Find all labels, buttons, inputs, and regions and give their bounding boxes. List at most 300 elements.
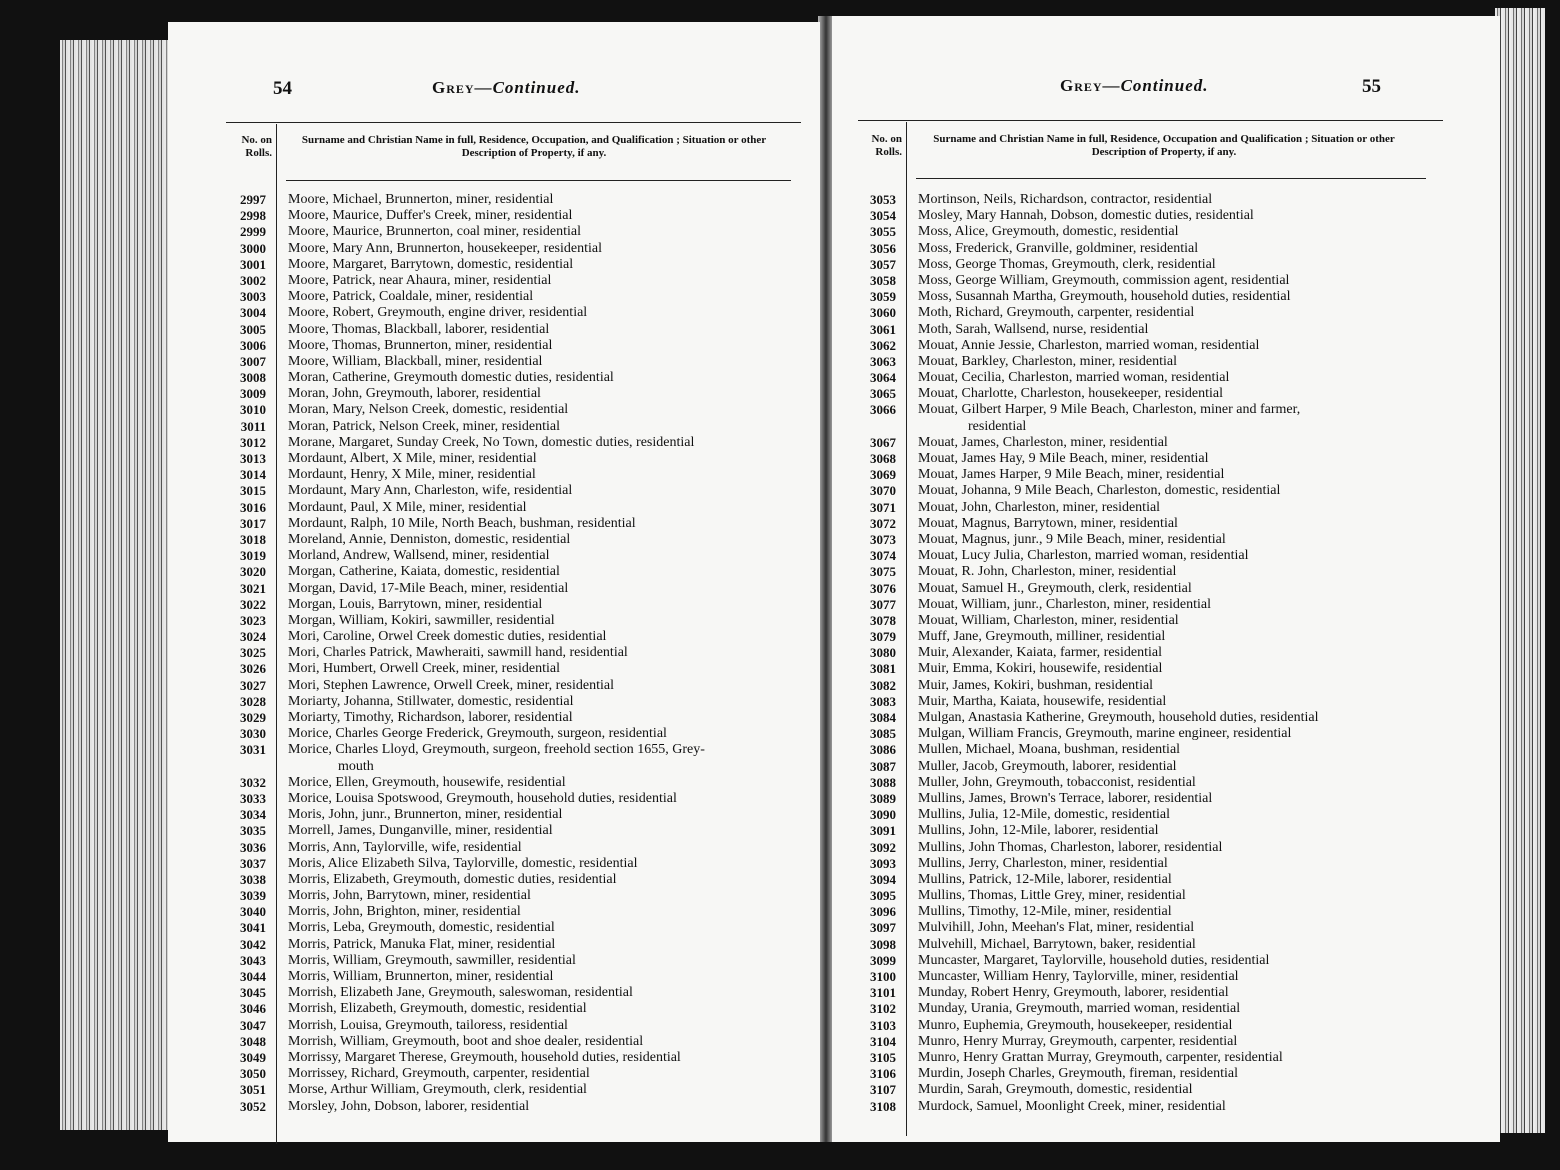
list-item — [856, 516, 1456, 532]
entry-text: Mullins, John, 12-Mile, laborer, residential — [918, 823, 1159, 839]
roll-number: 3015 — [240, 483, 266, 499]
list-item — [856, 224, 1456, 240]
entry-text: Muir, James, Kokiri, bushman, residential — [918, 677, 1154, 693]
roll-number: 3074 — [870, 548, 896, 564]
list-item — [226, 920, 806, 936]
entry-text: Mullins, Timothy, 12-Mile, miner, residential — [918, 904, 1172, 920]
roll-number: 3069 — [870, 467, 896, 483]
entry-text: Morris, Elizabeth, Greymouth, domestic duties, residential — [288, 871, 617, 887]
roll-number: 3058 — [870, 272, 896, 288]
entry-text: Morse, Arthur William, Greymouth, clerk, residential — [288, 1082, 587, 1098]
header-rule — [916, 178, 1426, 179]
list-item — [856, 532, 1456, 548]
list-item — [226, 483, 806, 499]
roll-number: 3013 — [240, 451, 266, 466]
roll-number: 3043 — [240, 952, 266, 968]
entry-text: Moran, Mary, Nelson Creek, domestic, residential — [288, 402, 569, 418]
roll-number: 3073 — [870, 531, 896, 547]
entry-text: Moth, Sarah, Wallsend, nurse, residential — [918, 321, 1149, 337]
roll-number: 3035 — [240, 823, 266, 839]
entry-text: Moss, Susannah Martha, Greymouth, household duties, residential — [918, 289, 1291, 305]
list-item — [856, 920, 1456, 936]
entry-text: Mosley, Mary Hannah, Dobson, domestic duties, residential — [918, 208, 1254, 224]
list-item — [856, 257, 1456, 273]
list-item — [226, 257, 806, 273]
entry-text: Mouat, Lucy Julia, Charleston, married woman, residential — [918, 548, 1249, 564]
list-item — [226, 322, 806, 338]
roll-number: 3024 — [240, 629, 266, 645]
roll-number: 3032 — [240, 774, 266, 790]
roll-number: 3026 — [240, 661, 266, 677]
roll-number: 3008 — [240, 370, 266, 386]
list-item — [226, 678, 806, 694]
roll-number: 2999 — [240, 224, 266, 240]
entry-text: Morrish, Elizabeth, Greymouth, domestic, residential — [288, 1001, 587, 1017]
roll-number: 3084 — [870, 710, 896, 725]
list-item — [856, 597, 1456, 613]
heading-continued: —Continued. — [474, 78, 581, 97]
list-item — [226, 823, 806, 839]
list-item — [856, 208, 1456, 224]
roll-number: 3068 — [870, 451, 896, 466]
roll-number: 3009 — [240, 386, 266, 402]
roll-number: 2997 — [240, 192, 266, 207]
entry-text: Mouat, Magnus, Barrytown, miner, residential — [918, 515, 1178, 531]
heading-caps: Grey — [1060, 76, 1103, 95]
list-item — [856, 1082, 1456, 1098]
list-item — [856, 1050, 1456, 1066]
entry-text: Morgan, Catherine, Kaiata, domestic, residential — [288, 564, 560, 580]
roll-number: 3105 — [870, 1049, 896, 1065]
list-item — [856, 273, 1456, 289]
list-item — [856, 726, 1456, 742]
list-item — [856, 710, 1456, 726]
list-item — [856, 1099, 1456, 1115]
roll-number: 3082 — [870, 677, 896, 693]
roll-number: 3005 — [240, 321, 266, 337]
roll-number: 3094 — [870, 871, 896, 887]
entry-text: Morice, Ellen, Greymouth, housewife, residential — [288, 774, 566, 790]
roll-number: 3083 — [870, 693, 896, 709]
roll-number: 3091 — [870, 823, 896, 839]
roll-number: 3042 — [240, 936, 266, 952]
entry-text: Mullins, Julia, 12-Mile, domestic, residential — [918, 807, 1170, 823]
roll-number: 3002 — [240, 272, 266, 288]
list-item — [226, 759, 806, 775]
entry-text: Mulvihill, John, Meehan's Flat, miner, residential — [918, 920, 1195, 936]
roll-number: 3001 — [240, 256, 266, 272]
list-item — [856, 370, 1456, 386]
entry-text: Moran, John, Greymouth, laborer, residential — [288, 386, 541, 402]
roll-number: 3085 — [870, 726, 896, 742]
roll-number: 3052 — [240, 1098, 266, 1114]
roll-number: 3095 — [870, 888, 896, 904]
header-rule — [286, 180, 791, 181]
list-item — [226, 289, 806, 305]
list-item — [856, 581, 1456, 597]
entry-text: Munro, Henry Grattan Murray, Greymouth, carpenter, residential — [918, 1049, 1283, 1065]
roll-number: 3006 — [240, 337, 266, 353]
roll-number: 3060 — [870, 305, 896, 321]
roll-number: 3051 — [240, 1082, 266, 1098]
entry-text: Muller, John, Greymouth, tobacconist, residential — [918, 774, 1196, 790]
roll-number: 3093 — [870, 855, 896, 871]
roll-number: 3064 — [870, 370, 896, 386]
entries-list-right — [856, 192, 1456, 1115]
list-item — [226, 872, 806, 888]
list-item — [226, 1018, 806, 1034]
roll-number: 3019 — [240, 548, 266, 564]
entry-text: Murdock, Samuel, Moonlight Creek, miner, residential — [918, 1098, 1226, 1114]
roll-number: 3041 — [240, 920, 266, 936]
roll-number: 3086 — [870, 742, 896, 758]
list-item — [856, 678, 1456, 694]
list-item — [856, 402, 1456, 418]
entry-text: Mouat, William, junr., Charleston, miner, residential — [918, 596, 1211, 612]
list-item — [226, 224, 806, 240]
entry-text: Moore, Michael, Brunnerton, miner, residential — [288, 192, 554, 207]
entry-text: Murdin, Joseph Charles, Greymouth, fireman, residential — [918, 1066, 1238, 1082]
roll-number: 3092 — [870, 839, 896, 855]
roll-number: 3062 — [870, 337, 896, 353]
entry-text: Morris, Leba, Greymouth, domestic, residential — [288, 920, 555, 936]
roll-number: 3057 — [870, 256, 896, 272]
roll-number: 3011 — [240, 418, 266, 434]
list-item — [226, 629, 806, 645]
list-item — [856, 807, 1456, 823]
roll-number: 3059 — [870, 289, 896, 305]
roll-number: 3037 — [240, 855, 266, 871]
list-item — [226, 937, 806, 953]
roll-number: 3107 — [870, 1082, 896, 1098]
list-item — [856, 1066, 1456, 1082]
list-item — [226, 953, 806, 969]
list-item — [226, 435, 806, 451]
roll-number: 3048 — [240, 1033, 266, 1049]
list-item — [226, 694, 806, 710]
entry-text: Moriarty, Johanna, Stillwater, domestic, residential — [288, 693, 574, 709]
entry-text: Morgan, William, Kokiri, sawmiller, residential — [288, 612, 555, 628]
roll-number: 3016 — [240, 499, 266, 515]
roll-number: 3066 — [870, 402, 896, 418]
roll-number: 3046 — [240, 1001, 266, 1017]
list-item — [856, 451, 1456, 467]
entry-text: Morrell, James, Dunganville, miner, residential — [288, 823, 553, 839]
roll-number: 3010 — [240, 402, 266, 418]
roll-number: 2998 — [240, 208, 266, 224]
entry-text: Mouat, Samuel H., Greymouth, clerk, residential — [918, 580, 1192, 596]
list-item — [856, 483, 1456, 499]
list-item — [226, 645, 806, 661]
heading-caps: Grey — [432, 78, 475, 97]
entry-text: Moran, Patrick, Nelson Creek, miner, residential — [288, 418, 560, 434]
entry-text: Morice, Charles George Frederick, Greymouth, surgeon, residential — [288, 726, 667, 742]
list-item — [856, 823, 1456, 839]
roll-number: 3056 — [870, 240, 896, 256]
list-item — [856, 500, 1456, 516]
book-page-edges-right — [1495, 8, 1545, 1133]
list-item — [856, 354, 1456, 370]
list-item — [226, 548, 806, 564]
entry-text: Moris, John, junr., Brunnerton, miner, residential — [288, 807, 563, 823]
roll-number: 3020 — [240, 564, 266, 580]
top-rule — [226, 122, 801, 123]
list-item — [226, 710, 806, 726]
entry-text: Mouat, John, Charleston, miner, residential — [918, 499, 1161, 515]
roll-number: 3022 — [240, 596, 266, 612]
roll-number: 3100 — [870, 969, 896, 984]
roll-number: 3070 — [870, 483, 896, 499]
entry-text: Mouat, Annie Jessie, Charleston, married woman, residential — [918, 337, 1260, 353]
list-item — [856, 1018, 1456, 1034]
entry-text: Moran, Catherine, Greymouth domestic duties, residential — [288, 370, 614, 386]
entry-text: Morgan, David, 17-Mile Beach, miner, residential — [288, 580, 569, 596]
list-item — [856, 694, 1456, 710]
entry-text: residential — [968, 418, 1027, 434]
page-number: 54 — [273, 78, 292, 99]
list-item — [226, 305, 806, 321]
entry-text: Morland, Andrew, Wallsend, miner, residential — [288, 548, 550, 564]
list-item — [226, 451, 806, 467]
roll-number: 3030 — [240, 726, 266, 742]
list-item — [226, 402, 806, 418]
page-heading — [432, 78, 581, 98]
list-item — [226, 775, 806, 791]
list-item — [856, 564, 1456, 580]
roll-number: 3103 — [870, 1017, 896, 1033]
entry-text: Moore, Patrick, Coaldale, miner, residential — [288, 289, 534, 305]
entry-text: Moore, Thomas, Brunnerton, miner, residential — [288, 337, 553, 353]
list-item — [226, 500, 806, 516]
list-item — [226, 888, 806, 904]
roll-number: 3065 — [870, 386, 896, 402]
entry-text: Morsley, John, Dobson, laborer, residential — [288, 1098, 530, 1114]
entry-text: Mulgan, Anastasia Katherine, Greymouth, household duties, residential — [918, 710, 1319, 725]
entry-text: Moore, Mary Ann, Brunnerton, housekeeper, residential — [288, 240, 602, 256]
list-item — [226, 613, 806, 629]
entry-text: Moss, George William, Greymouth, commission agent, residential — [918, 272, 1290, 288]
roll-number: 3047 — [240, 1017, 266, 1033]
entry-text: Mouat, Gilbert Harper, 9 Mile Beach, Charleston, miner and farmer, — [918, 402, 1301, 418]
entry-text: Muncaster, Margaret, Taylorville, household duties, residential — [918, 952, 1270, 968]
column-header-description: Surname and Christian Name in full, Residence, Occupation and Qualification ; Situation or other Description of Property, if any. — [933, 133, 1395, 158]
list-item — [226, 241, 806, 257]
entry-text: Moore, Robert, Greymouth, engine driver, residential — [288, 305, 588, 321]
list-item — [856, 192, 1456, 208]
entry-text: Mordaunt, Ralph, 10 Mile, North Beach, bushman, residential — [288, 515, 636, 531]
roll-number: 3080 — [870, 645, 896, 661]
entry-text: Morgan, Louis, Barrytown, miner, residential — [288, 596, 543, 612]
list-item — [226, 532, 806, 548]
entry-text: Morrish, William, Greymouth, boot and shoe dealer, residential — [288, 1033, 644, 1049]
entry-text: Mouat, Johanna, 9 Mile Beach, Charleston, domestic, residential — [918, 483, 1281, 499]
roll-number: 3063 — [870, 353, 896, 369]
entry-text: Muir, Emma, Kokiri, housewife, residential — [918, 661, 1163, 677]
entry-text: Moore, William, Blackball, miner, residential — [288, 353, 543, 369]
entry-text: Moore, Patrick, near Ahaura, miner, residential — [288, 272, 552, 288]
entry-text: Mouat, James, Charleston, miner, residential — [918, 434, 1168, 450]
entry-text: Morrish, Louisa, Greymouth, tailoress, residential — [288, 1017, 568, 1033]
list-item — [226, 338, 806, 354]
roll-number: 3087 — [870, 758, 896, 774]
entry-text: Moore, Maurice, Duffer's Creek, miner, residential — [288, 208, 573, 224]
roll-number: 3090 — [870, 807, 896, 823]
list-item — [856, 322, 1456, 338]
entry-text: Morice, Louisa Spotswood, Greymouth, household duties, residential — [288, 790, 677, 806]
right-page — [832, 16, 1500, 1142]
list-item — [226, 661, 806, 677]
page-number: 55 — [1362, 76, 1381, 97]
roll-number: 3028 — [240, 693, 266, 709]
list-item — [856, 435, 1456, 451]
roll-number: 3072 — [870, 515, 896, 531]
list-item — [856, 840, 1456, 856]
list-item — [226, 370, 806, 386]
roll-number: 3027 — [240, 677, 266, 693]
roll-number: 3104 — [870, 1033, 896, 1049]
entries-list-left — [226, 192, 806, 1115]
entry-text: Mouat, William, Charleston, miner, residential — [918, 612, 1179, 628]
list-item — [856, 759, 1456, 775]
list-item — [856, 969, 1456, 985]
roll-number: 3089 — [870, 790, 896, 806]
roll-number: 3029 — [240, 710, 266, 725]
list-item — [856, 645, 1456, 661]
list-item — [226, 1034, 806, 1050]
list-item — [856, 791, 1456, 807]
list-item — [226, 273, 806, 289]
list-item — [226, 467, 806, 483]
roll-number: 3017 — [240, 515, 266, 531]
entry-text: Moth, Richard, Greymouth, carpenter, residential — [918, 305, 1195, 321]
list-item — [856, 289, 1456, 305]
entry-text: Morrissey, Richard, Greymouth, carpenter, residential — [288, 1066, 590, 1082]
entry-text: Muir, Alexander, Kaiata, farmer, residential — [918, 645, 1162, 661]
roll-number: 3101 — [870, 985, 896, 1001]
roll-number: 3067 — [870, 434, 896, 450]
list-item — [226, 564, 806, 580]
entry-text: Moris, Alice Elizabeth Silva, Taylorville, domestic, residential — [288, 855, 638, 871]
roll-number: 3040 — [240, 904, 266, 920]
roll-number: 3012 — [240, 434, 266, 450]
entry-text: Murdin, Sarah, Greymouth, domestic, residential — [918, 1082, 1193, 1098]
list-item — [856, 775, 1456, 791]
list-item — [226, 419, 806, 435]
list-item — [856, 1034, 1456, 1050]
list-item — [226, 742, 806, 758]
entry-text: Mori, Humbert, Orwell Creek, miner, residential — [288, 661, 560, 677]
roll-number: 3007 — [240, 353, 266, 369]
list-item — [226, 904, 806, 920]
entry-text: Mouat, Charlotte, Charleston, housekeeper, residential — [918, 386, 1224, 402]
roll-number: 3033 — [240, 790, 266, 806]
column-header-number: No. on Rolls. — [871, 133, 902, 158]
entry-text: Mullins, James, Brown's Terrace, laborer, residential — [918, 790, 1213, 806]
roll-number: 3038 — [240, 871, 266, 887]
entry-text: Mullins, Thomas, Little Grey, miner, residential — [918, 888, 1186, 904]
roll-number: 3061 — [870, 321, 896, 337]
roll-number: 3077 — [870, 596, 896, 612]
entry-text: Mullen, Michael, Moana, bushman, residential — [918, 742, 1181, 758]
list-item — [226, 386, 806, 402]
roll-number: 3098 — [870, 936, 896, 952]
list-item — [226, 807, 806, 823]
entry-text: Moss, George Thomas, Greymouth, clerk, residential — [918, 256, 1216, 272]
list-item — [226, 1082, 806, 1098]
list-item — [226, 791, 806, 807]
roll-number: 3034 — [240, 807, 266, 823]
column-header-number: No. on Rolls. — [241, 134, 272, 159]
list-item — [856, 338, 1456, 354]
entry-text: Mori, Charles Patrick, Mawheraiti, sawmill hand, residential — [288, 645, 628, 661]
roll-number: 3106 — [870, 1066, 896, 1082]
top-rule — [858, 120, 1443, 121]
entry-text: Morris, Patrick, Manuka Flat, miner, residential — [288, 936, 556, 952]
list-item — [226, 1001, 806, 1017]
list-item — [856, 904, 1456, 920]
roll-number: 3102 — [870, 1001, 896, 1017]
roll-number: 3031 — [240, 742, 266, 758]
list-item — [226, 1066, 806, 1082]
list-item — [856, 467, 1456, 483]
entry-text: Morrissy, Margaret Therese, Greymouth, household duties, residential — [288, 1049, 681, 1065]
list-item — [226, 354, 806, 370]
roll-number: 3049 — [240, 1049, 266, 1065]
roll-number: 3054 — [870, 208, 896, 224]
roll-number: 3108 — [870, 1098, 896, 1114]
entry-text: Morice, Charles Lloyd, Greymouth, surgeon, freehold section 1655, Grey- — [288, 742, 705, 758]
page-heading — [1060, 76, 1209, 96]
roll-number: 3039 — [240, 888, 266, 904]
list-item — [856, 386, 1456, 402]
roll-number: 3081 — [870, 661, 896, 677]
entry-text: Munro, Henry Murray, Greymouth, carpenter, residential — [918, 1033, 1238, 1049]
roll-number: 3071 — [870, 499, 896, 515]
entry-text: Moreland, Annie, Denniston, domestic, residential — [288, 531, 571, 547]
entry-text: mouth — [338, 758, 374, 774]
list-item — [226, 985, 806, 1001]
entry-text: Mordaunt, Albert, X Mile, miner, residential — [288, 451, 537, 466]
roll-number: 3096 — [870, 904, 896, 920]
roll-number: 3099 — [870, 952, 896, 968]
roll-number: 3076 — [870, 580, 896, 596]
roll-number: 3088 — [870, 774, 896, 790]
entry-text: Mullins, Jerry, Charleston, miner, residential — [918, 855, 1168, 871]
entry-text: Morris, John, Barrytown, miner, residential — [288, 888, 531, 904]
entry-text: Mullins, John Thomas, Charleston, laborer, residential — [918, 839, 1223, 855]
roll-number: 3050 — [240, 1066, 266, 1082]
roll-number: 3075 — [870, 564, 896, 580]
entry-text: Morris, William, Brunnerton, miner, residential — [288, 969, 554, 984]
list-item — [226, 969, 806, 985]
entry-text: Munro, Euphemia, Greymouth, housekeeper, residential — [918, 1017, 1233, 1033]
roll-number: 3053 — [870, 192, 896, 207]
list-item — [226, 516, 806, 532]
list-item — [856, 888, 1456, 904]
entry-text: Morrish, Elizabeth Jane, Greymouth, saleswoman, residential — [288, 985, 633, 1001]
list-item — [226, 726, 806, 742]
roll-number: 3004 — [240, 305, 266, 321]
list-item — [856, 742, 1456, 758]
entry-text: Morris, Ann, Taylorville, wife, residential — [288, 839, 522, 855]
roll-number: 3055 — [870, 224, 896, 240]
entry-text: Munday, Urania, Greymouth, married woman, residential — [918, 1001, 1241, 1017]
roll-number: 3044 — [240, 969, 266, 984]
list-item — [856, 305, 1456, 321]
entry-text: Munday, Robert Henry, Greymouth, laborer, residential — [918, 985, 1229, 1001]
left-page — [168, 22, 820, 1142]
list-item — [856, 1001, 1456, 1017]
